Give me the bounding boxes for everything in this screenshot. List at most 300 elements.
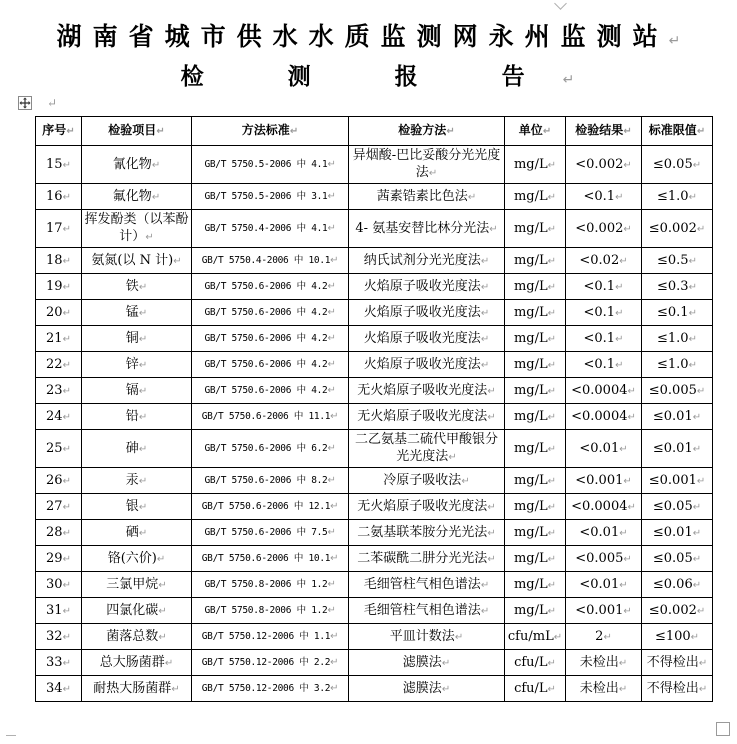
cell-no: 29↵ <box>36 546 82 572</box>
cell-end-mark-icon: ↵ <box>619 255 628 267</box>
cell-end-mark-icon: ↵ <box>623 605 632 617</box>
cell-end-mark-icon: ↵ <box>448 452 457 463</box>
cell-end-mark-icon: ↵ <box>547 333 557 345</box>
cell-end-mark-icon: ↵ <box>542 126 552 137</box>
table-row <box>36 326 713 352</box>
cell-end-mark-icon: ↵ <box>156 126 165 137</box>
cell-end-mark-icon: ↵ <box>138 307 148 319</box>
cell-end-mark-icon: ↵ <box>151 159 161 171</box>
cell-end-mark-icon: ↵ <box>480 281 490 293</box>
cell-end-mark-icon: ↵ <box>547 443 557 455</box>
table-row <box>36 572 713 598</box>
cell-end-mark-icon: ↵ <box>688 333 697 345</box>
paragraph-mark-icon: ↵ <box>562 72 575 88</box>
cell-end-mark-icon: ↵ <box>66 126 75 137</box>
cell-standard: GB/T 5750.6-2006 中 8.2↵ <box>192 468 349 494</box>
cell-limit: ≤0.05↵ <box>642 494 713 520</box>
cell-item: 铅↵ <box>82 404 192 430</box>
cell-end-mark-icon: ↵ <box>441 657 451 669</box>
cell-end-mark-icon: ↵ <box>692 527 702 539</box>
cell-no: 16↵ <box>36 184 82 210</box>
cell-standard: GB/T 5750.6-2006 中 4.2↵ <box>192 274 349 300</box>
cell-item: 银↵ <box>82 494 192 520</box>
cell-result: <0.02↵ <box>566 248 642 274</box>
cell-item: 砷↵ <box>82 430 192 468</box>
cell-end-mark-icon: ↵ <box>62 631 71 643</box>
cell-end-mark-icon: ↵ <box>547 159 557 171</box>
cell-unit: mg/L↵ <box>505 146 566 184</box>
cell-unit: mg/L↵ <box>505 520 566 546</box>
cell-limit: ≤0.01↵ <box>642 430 713 468</box>
cell-end-mark-icon: ↵ <box>547 281 557 293</box>
cell-result: <0.1↵ <box>566 184 642 210</box>
cell-end-mark-icon: ↵ <box>480 579 490 591</box>
cell-standard: GB/T 5750.6-2006 中 4.2↵ <box>192 300 349 326</box>
cell-method: 毛细管柱气相色谱法↵ <box>349 572 505 598</box>
column-result-header: 检验结果↵ <box>566 117 642 146</box>
cell-end-mark-icon: ↵ <box>327 333 336 344</box>
cell-end-mark-icon: ↵ <box>480 333 490 345</box>
cell-standard: GB/T 5750.4-2006 中 10.1↵ <box>192 248 349 274</box>
cell-result: <0.0004↵ <box>566 378 642 404</box>
cell-method: 二乙氨基二硫代甲酸银分光光度法↵ <box>349 430 505 468</box>
cell-end-mark-icon: ↵ <box>327 579 336 590</box>
cell-end-mark-icon: ↵ <box>158 605 167 617</box>
cell-end-mark-icon: ↵ <box>467 191 477 203</box>
cell-no: 23↵ <box>36 378 82 404</box>
cell-end-mark-icon: ↵ <box>138 443 148 455</box>
cell-end-mark-icon: ↵ <box>692 553 702 565</box>
cell-end-mark-icon: ↵ <box>441 683 451 695</box>
cell-end-mark-icon: ↵ <box>158 631 167 643</box>
cell-end-mark-icon: ↵ <box>62 553 71 565</box>
table-row <box>36 378 713 404</box>
cell-end-mark-icon: ↵ <box>692 579 702 591</box>
cell-end-mark-icon: ↵ <box>145 232 154 243</box>
cell-end-mark-icon: ↵ <box>138 527 148 539</box>
paragraph-mark-icon: ↵ <box>47 96 58 110</box>
cell-end-mark-icon: ↵ <box>619 443 628 455</box>
cell-item: 氨氮(以 N 计)↵ <box>82 248 192 274</box>
table-header-row <box>36 117 713 146</box>
cell-limit: ≤1.0↵ <box>642 352 713 378</box>
table-row <box>36 468 713 494</box>
cell-method: 二苯碳酰二肼分光光法↵ <box>349 546 505 572</box>
cell-end-mark-icon: ↵ <box>696 605 706 617</box>
cell-method: 冷原子吸收法↵ <box>349 468 505 494</box>
cell-end-mark-icon: ↵ <box>623 475 632 487</box>
cell-unit: mg/L↵ <box>505 300 566 326</box>
cell-result: <0.01↵ <box>566 520 642 546</box>
cell-end-mark-icon: ↵ <box>698 683 708 695</box>
cell-end-mark-icon: ↵ <box>330 657 339 668</box>
table-row <box>36 352 713 378</box>
cell-end-mark-icon: ↵ <box>62 501 71 513</box>
cell-standard: GB/T 5750.6-2006 中 4.2↵ <box>192 378 349 404</box>
cell-end-mark-icon: ↵ <box>330 553 339 564</box>
cell-end-mark-icon: ↵ <box>330 255 339 266</box>
cell-limit: ≤1.0↵ <box>642 184 713 210</box>
cell-standard: GB/T 5750.4-2006 中 4.1↵ <box>192 210 349 248</box>
cell-end-mark-icon: ↵ <box>164 657 174 669</box>
table-row <box>36 676 713 702</box>
cell-unit: mg/L↵ <box>505 468 566 494</box>
cell-end-mark-icon: ↵ <box>327 605 336 616</box>
cell-end-mark-icon: ↵ <box>62 411 71 423</box>
cell-end-mark-icon: ↵ <box>62 385 71 397</box>
cell-no: 26↵ <box>36 468 82 494</box>
table-row <box>36 248 713 274</box>
cell-end-mark-icon: ↵ <box>480 605 490 617</box>
cell-unit: mg/L↵ <box>505 494 566 520</box>
table-row <box>36 546 713 572</box>
cell-no: 32↵ <box>36 624 82 650</box>
cell-end-mark-icon: ↵ <box>487 527 496 539</box>
cell-end-mark-icon: ↵ <box>480 307 490 319</box>
cell-no: 21↵ <box>36 326 82 352</box>
cell-end-mark-icon: ↵ <box>696 385 706 397</box>
cell-no: 17↵ <box>36 210 82 248</box>
cell-limit: ≤1.0↵ <box>642 326 713 352</box>
cell-unit: cfu/L↵ <box>505 676 566 702</box>
report-title-text: 湖南省城市供水水质监测网永州监测站 <box>56 22 669 51</box>
cell-end-mark-icon: ↵ <box>603 631 612 643</box>
cell-result: <0.1↵ <box>566 300 642 326</box>
table-row <box>36 650 713 676</box>
cell-standard: GB/T 5750.6-2006 中 7.5↵ <box>192 520 349 546</box>
cell-standard: GB/T 5750.12-2006 中 1.1↵ <box>192 624 349 650</box>
table-row <box>36 430 713 468</box>
cell-no: 28↵ <box>36 520 82 546</box>
cell-method: 茜素锆素比色法↵ <box>349 184 505 210</box>
cell-end-mark-icon: ↵ <box>547 191 557 203</box>
cell-end-mark-icon: ↵ <box>547 411 557 423</box>
cell-unit: cfu/L↵ <box>505 650 566 676</box>
cell-end-mark-icon: ↵ <box>138 333 148 345</box>
cell-result: <0.0004↵ <box>566 494 642 520</box>
cell-limit: ≤0.3↵ <box>642 274 713 300</box>
cell-method: 无火焰原子吸收光度法↵ <box>349 404 505 430</box>
cell-method: 无火焰原子吸收光度法↵ <box>349 494 505 520</box>
cell-result: 未检出↵ <box>566 650 642 676</box>
cell-end-mark-icon: ↵ <box>696 475 706 487</box>
crop-mark-top-right <box>554 0 567 10</box>
cell-end-mark-icon: ↵ <box>690 631 700 643</box>
cell-end-mark-icon: ↵ <box>327 159 336 170</box>
cell-end-mark-icon: ↵ <box>138 359 148 371</box>
cell-end-mark-icon: ↵ <box>688 255 697 267</box>
cell-end-mark-icon: ↵ <box>696 126 706 137</box>
cell-limit: ≤0.002↵ <box>642 598 713 624</box>
cell-end-mark-icon: ↵ <box>547 579 557 591</box>
table-row <box>36 520 713 546</box>
cell-end-mark-icon: ↵ <box>547 657 556 669</box>
cell-standard: GB/T 5750.6-2006 中 4.2↵ <box>192 352 349 378</box>
cell-end-mark-icon: ↵ <box>327 359 336 370</box>
cell-limit: ≤0.1↵ <box>642 300 713 326</box>
cell-end-mark-icon: ↵ <box>619 527 628 539</box>
cell-end-mark-icon: ↵ <box>547 553 557 565</box>
cell-end-mark-icon: ↵ <box>619 579 628 591</box>
test-report-table <box>35 116 713 702</box>
cell-item: 总大肠菌群↵ <box>82 650 192 676</box>
cell-item: 挥发酚类（以苯酚计）↵ <box>82 210 192 248</box>
cell-end-mark-icon: ↵ <box>615 333 624 345</box>
cell-end-mark-icon: ↵ <box>62 443 71 455</box>
cell-unit: mg/L↵ <box>505 352 566 378</box>
cell-end-mark-icon: ↵ <box>480 359 490 371</box>
cell-end-mark-icon: ↵ <box>627 385 636 397</box>
report-subtitle <box>0 60 737 97</box>
cell-method: 滤膜法↵ <box>349 650 505 676</box>
cell-standard: GB/T 5750.6-2006 中 6.2↵ <box>192 430 349 468</box>
cell-end-mark-icon: ↵ <box>62 333 71 345</box>
cell-no: 31↵ <box>36 598 82 624</box>
cell-unit: mg/L↵ <box>505 404 566 430</box>
cell-end-mark-icon: ↵ <box>327 443 336 454</box>
cell-unit: mg/L↵ <box>505 598 566 624</box>
cell-limit: ≤0.001↵ <box>642 468 713 494</box>
cell-standard: GB/T 5750.6-2006 中 10.1↵ <box>192 546 349 572</box>
cell-standard: GB/T 5750.5-2006 中 3.1↵ <box>192 184 349 210</box>
cell-end-mark-icon: ↵ <box>138 411 148 423</box>
cell-end-mark-icon: ↵ <box>547 223 557 235</box>
cell-end-mark-icon: ↵ <box>688 359 697 371</box>
cell-no: 27↵ <box>36 494 82 520</box>
cell-no: 18↵ <box>36 248 82 274</box>
cell-end-mark-icon: ↵ <box>627 501 636 513</box>
cell-end-mark-icon: ↵ <box>454 631 464 643</box>
cell-end-mark-icon: ↵ <box>327 385 336 396</box>
cell-end-mark-icon: ↵ <box>547 359 557 371</box>
cell-item: 镉↵ <box>82 378 192 404</box>
cell-no: 22↵ <box>36 352 82 378</box>
cell-end-mark-icon: ↵ <box>446 126 455 137</box>
cell-end-mark-icon: ↵ <box>487 411 496 423</box>
cell-end-mark-icon: ↵ <box>553 631 563 643</box>
cell-end-mark-icon: ↵ <box>327 475 336 486</box>
cell-end-mark-icon: ↵ <box>615 307 624 319</box>
cell-end-mark-icon: ↵ <box>62 307 71 319</box>
cell-end-mark-icon: ↵ <box>62 657 71 669</box>
cell-method: 火焰原子吸收光度法↵ <box>349 274 505 300</box>
cell-end-mark-icon: ↵ <box>156 553 166 565</box>
cell-method: 火焰原子吸收光度法↵ <box>349 326 505 352</box>
cell-limit: 不得检出↵ <box>642 650 713 676</box>
cell-result: 未检出↵ <box>566 676 642 702</box>
cell-method: 平皿计数法↵ <box>349 624 505 650</box>
cell-limit: ≤100↵ <box>642 624 713 650</box>
cell-unit: mg/L↵ <box>505 572 566 598</box>
cell-unit: mg/L↵ <box>505 326 566 352</box>
cell-end-mark-icon: ↵ <box>428 168 438 179</box>
column-limit-header: 标准限值↵ <box>642 117 713 146</box>
cell-no: 34↵ <box>36 676 82 702</box>
cell-result: <0.002↵ <box>566 146 642 184</box>
cell-unit: mg/L↵ <box>505 430 566 468</box>
cell-end-mark-icon: ↵ <box>623 126 632 137</box>
cell-end-mark-icon: ↵ <box>138 281 148 293</box>
cell-no: 19↵ <box>36 274 82 300</box>
cell-end-mark-icon: ↵ <box>62 683 71 695</box>
cell-result: <0.1↵ <box>566 326 642 352</box>
cell-standard: GB/T 5750.8-2006 中 1.2↵ <box>192 598 349 624</box>
cell-end-mark-icon: ↵ <box>62 475 71 487</box>
cell-limit: ≤0.06↵ <box>642 572 713 598</box>
column-no-header: 序号↵ <box>36 117 82 146</box>
column-item-header: 检验项目↵ <box>82 117 192 146</box>
cell-end-mark-icon: ↵ <box>623 223 632 235</box>
cell-method: 火焰原子吸收光度法↵ <box>349 352 505 378</box>
cell-end-mark-icon: ↵ <box>698 657 708 669</box>
cell-item: 铜↵ <box>82 326 192 352</box>
cell-end-mark-icon: ↵ <box>688 281 697 293</box>
cell-end-mark-icon: ↵ <box>330 631 339 642</box>
cell-no: 24↵ <box>36 404 82 430</box>
table-move-icon[interactable] <box>18 96 32 110</box>
cell-item: 锰↵ <box>82 300 192 326</box>
cell-standard: GB/T 5750.12-2006 中 2.2↵ <box>192 650 349 676</box>
table-row <box>36 494 713 520</box>
column-unit-header: 单位↵ <box>505 117 566 146</box>
cell-result: <0.001↵ <box>566 598 642 624</box>
column-standard-header: 方法标准↵ <box>192 117 349 146</box>
cell-no: 30↵ <box>36 572 82 598</box>
cell-end-mark-icon: ↵ <box>692 159 702 171</box>
cell-end-mark-icon: ↵ <box>151 191 161 203</box>
paragraph-mark-icon: ↵ <box>668 33 681 49</box>
report-subtitle-text: 检 测 报 告 <box>180 64 563 90</box>
cell-end-mark-icon: ↵ <box>696 223 706 235</box>
cell-end-mark-icon: ↵ <box>547 385 557 397</box>
cell-end-mark-icon: ↵ <box>327 307 336 318</box>
cell-no: 20↵ <box>36 300 82 326</box>
cell-end-mark-icon: ↵ <box>330 411 339 422</box>
table-body <box>36 146 713 702</box>
cell-method: 毛细管柱气相色谱法↵ <box>349 598 505 624</box>
cell-no: 25↵ <box>36 430 82 468</box>
cell-end-mark-icon: ↵ <box>487 385 496 397</box>
cell-item: 铁↵ <box>82 274 192 300</box>
cell-end-mark-icon: ↵ <box>688 191 697 203</box>
cell-end-mark-icon: ↵ <box>489 223 498 235</box>
cell-method: 二氨基联苯胺分光光法↵ <box>349 520 505 546</box>
cell-result: 2↵ <box>566 624 642 650</box>
cell-result: <0.1↵ <box>566 274 642 300</box>
cell-end-mark-icon: ↵ <box>547 683 556 695</box>
table-row <box>36 300 713 326</box>
cell-end-mark-icon: ↵ <box>547 255 557 267</box>
cell-end-mark-icon: ↵ <box>62 579 71 591</box>
cell-end-mark-icon: ↵ <box>688 307 697 319</box>
cell-end-mark-icon: ↵ <box>173 255 182 267</box>
cell-end-mark-icon: ↵ <box>480 255 490 267</box>
cell-unit: mg/L↵ <box>505 184 566 210</box>
cell-end-mark-icon: ↵ <box>138 385 148 397</box>
cell-end-mark-icon: ↵ <box>62 359 71 371</box>
cell-limit: ≤0.01↵ <box>642 520 713 546</box>
cell-end-mark-icon: ↵ <box>62 159 71 171</box>
cell-end-mark-icon: ↵ <box>327 191 336 202</box>
cell-end-mark-icon: ↵ <box>171 683 180 695</box>
cell-item: 铬(六价)↵ <box>82 546 192 572</box>
cell-end-mark-icon: ↵ <box>62 223 71 235</box>
cell-item: 汞↵ <box>82 468 192 494</box>
cell-end-mark-icon: ↵ <box>62 191 71 203</box>
table-row <box>36 146 713 184</box>
cell-end-mark-icon: ↵ <box>692 411 702 423</box>
cell-item: 氟化物↵ <box>82 184 192 210</box>
table-row <box>36 184 713 210</box>
cell-result: <0.0004↵ <box>566 404 642 430</box>
cell-standard: GB/T 5750.6-2006 中 12.1↵ <box>192 494 349 520</box>
cell-method: 无火焰原子吸收光度法↵ <box>349 378 505 404</box>
cell-end-mark-icon: ↵ <box>615 281 624 293</box>
cell-end-mark-icon: ↵ <box>62 527 71 539</box>
cell-end-mark-icon: ↵ <box>615 359 624 371</box>
cell-item: 菌落总数↵ <box>82 624 192 650</box>
cell-end-mark-icon: ↵ <box>327 527 336 538</box>
cell-limit: ≤0.5↵ <box>642 248 713 274</box>
cell-item: 四氯化碳↵ <box>82 598 192 624</box>
cell-end-mark-icon: ↵ <box>618 657 628 669</box>
cell-item: 氰化物↵ <box>82 146 192 184</box>
cell-end-mark-icon: ↵ <box>547 527 557 539</box>
table-row <box>36 274 713 300</box>
cell-item: 锌↵ <box>82 352 192 378</box>
cell-item: 硒↵ <box>82 520 192 546</box>
report-title <box>0 20 737 58</box>
cell-end-mark-icon: ↵ <box>623 159 632 171</box>
table-row <box>36 624 713 650</box>
cell-limit: ≤0.05↵ <box>642 146 713 184</box>
cell-end-mark-icon: ↵ <box>547 475 557 487</box>
cell-end-mark-icon: ↵ <box>547 605 557 617</box>
cell-limit: ≤0.005↵ <box>642 378 713 404</box>
cell-end-mark-icon: ↵ <box>461 475 470 487</box>
cell-end-mark-icon: ↵ <box>158 579 167 591</box>
cell-standard: GB/T 5750.8-2006 中 1.2↵ <box>192 572 349 598</box>
cell-end-mark-icon: ↵ <box>692 501 702 513</box>
cell-unit: mg/L↵ <box>505 248 566 274</box>
cell-method: 4- 氨基安替比林分光法↵ <box>349 210 505 248</box>
cell-method: 火焰原子吸收光度法↵ <box>349 300 505 326</box>
cell-end-mark-icon: ↵ <box>327 281 336 292</box>
cell-result: <0.1↵ <box>566 352 642 378</box>
cell-unit: mg/L↵ <box>505 378 566 404</box>
cell-result: <0.001↵ <box>566 468 642 494</box>
cell-result: <0.01↵ <box>566 572 642 598</box>
cell-end-mark-icon: ↵ <box>138 501 148 513</box>
cell-limit: ≤0.01↵ <box>642 404 713 430</box>
table-row <box>36 210 713 248</box>
cell-end-mark-icon: ↵ <box>487 501 496 513</box>
table-row <box>36 404 713 430</box>
cell-end-mark-icon: ↵ <box>618 683 628 695</box>
cell-end-mark-icon: ↵ <box>330 683 339 694</box>
cell-limit: ≤0.002↵ <box>642 210 713 248</box>
cell-end-mark-icon: ↵ <box>623 553 632 565</box>
cell-no: 33↵ <box>36 650 82 676</box>
table-resize-icon[interactable] <box>716 722 730 736</box>
cell-no: 15↵ <box>36 146 82 184</box>
cell-limit: 不得检出↵ <box>642 676 713 702</box>
cell-item: 耐热大肠菌群↵ <box>82 676 192 702</box>
cell-end-mark-icon: ↵ <box>615 191 624 203</box>
cell-result: <0.002↵ <box>566 210 642 248</box>
cell-end-mark-icon: ↵ <box>289 126 299 137</box>
column-method-header: 检验方法↵ <box>349 117 505 146</box>
